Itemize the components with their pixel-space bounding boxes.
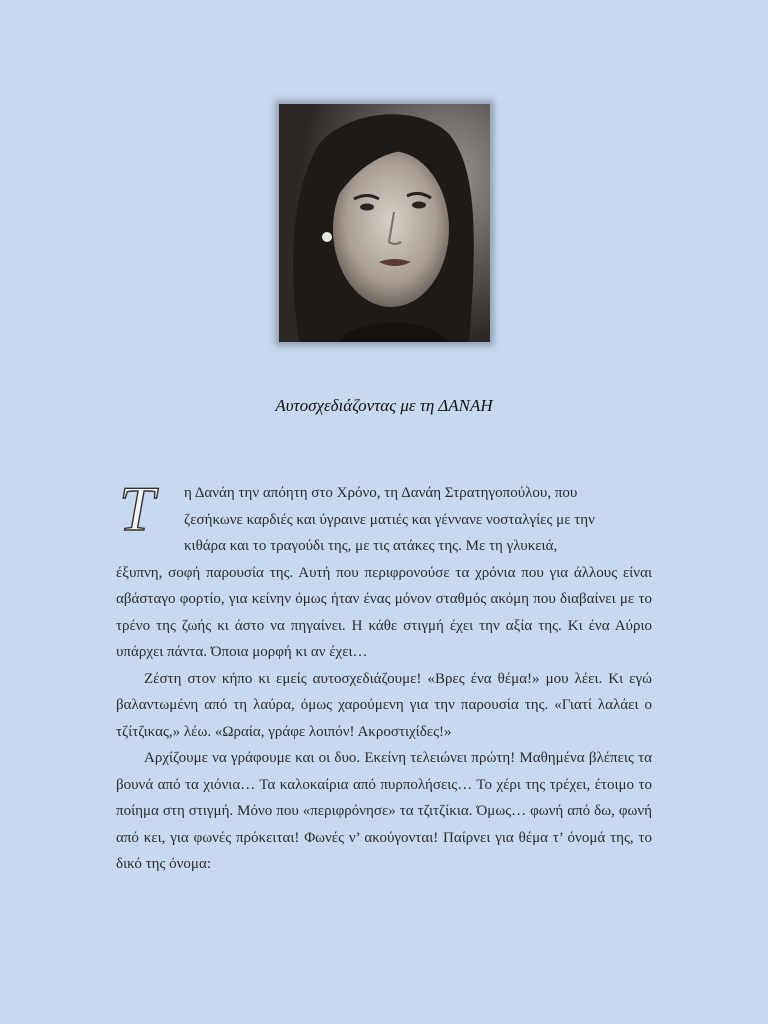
portrait-illustration bbox=[279, 104, 490, 342]
paragraph-1-line-1: η Δανάη την απόητη στο Χρόνο, τη Δανάη Στρατηγοπούλου, που bbox=[184, 485, 578, 501]
paragraph-1-line-2: ζεσήκωνε καρδιές και ύγραινε ματιές και γέννανε νοσταλγίες με την bbox=[184, 511, 595, 528]
paragraph-2: Ζέστη στον κήπο κι εμείς αυτοσχεδιάζουμε! «Βρες ένα θέμα!» μου λέει. Κι εγώ βαλαντωμένη από τη λαύρα, όμως χαρούμενη για την παρουσία της. «Γιατί λαλάει ο τζίτζικας,» λέω. «Ωραία, γράφε λοιπόν! Ακροστιχίδες!» bbox=[116, 670, 652, 740]
paragraph-1-rest: έξυπνη, σοφή παρουσία της. Αυτή που περιφρονούσε τα χρόνια που για άλλους είναι αβάσταγο φορτίο, για κείνην όμως ήταν ένας μόνον σταθμός ακόμη που διαβαίνει με το τρένο της ζωής κι άστο να πηγαίνει. Η κάθε στιγμή έχει την αξία της. Κι ένα Αύριο υπάρχει πάντα. Όποια μορφή κι αν έχει… bbox=[116, 564, 652, 660]
paragraph-1-line-3: κιθάρα και το τραγούδι της, με τις ατάκες της. Με τη γλυκειά, bbox=[184, 538, 558, 554]
page-title: Αυτοσχεδιάζοντας με τη ΔΑΝΑΗ bbox=[275, 396, 493, 415]
paragraph-1 bbox=[116, 480, 652, 666]
portrait-photo bbox=[279, 104, 490, 342]
paragraph-3: Αρχίζουμε να γράφουμε και οι δυο. Εκείνη τελειώνει πρώτη! Μαθημένα βλέπεις τα βουνά από τα χιόνια… Τα καλοκαίρια από πυρπολήσεις… Το χέρι της τρέχει, έτοιμο το ποίημα στη στιγμή. Μόνο που «περιφρόνησε» τα τζιτζίκια. Όμως… φωνή από δω, φωνή από κει, για φωνές πρόκειται! Φωνές ν’ ακούγονται! Παίρνει για θέμα τ’ όνομά της, το δικό της όνομα: bbox=[116, 750, 652, 872]
svg-text:Τ: Τ bbox=[119, 478, 155, 538]
article-body bbox=[116, 480, 652, 878]
